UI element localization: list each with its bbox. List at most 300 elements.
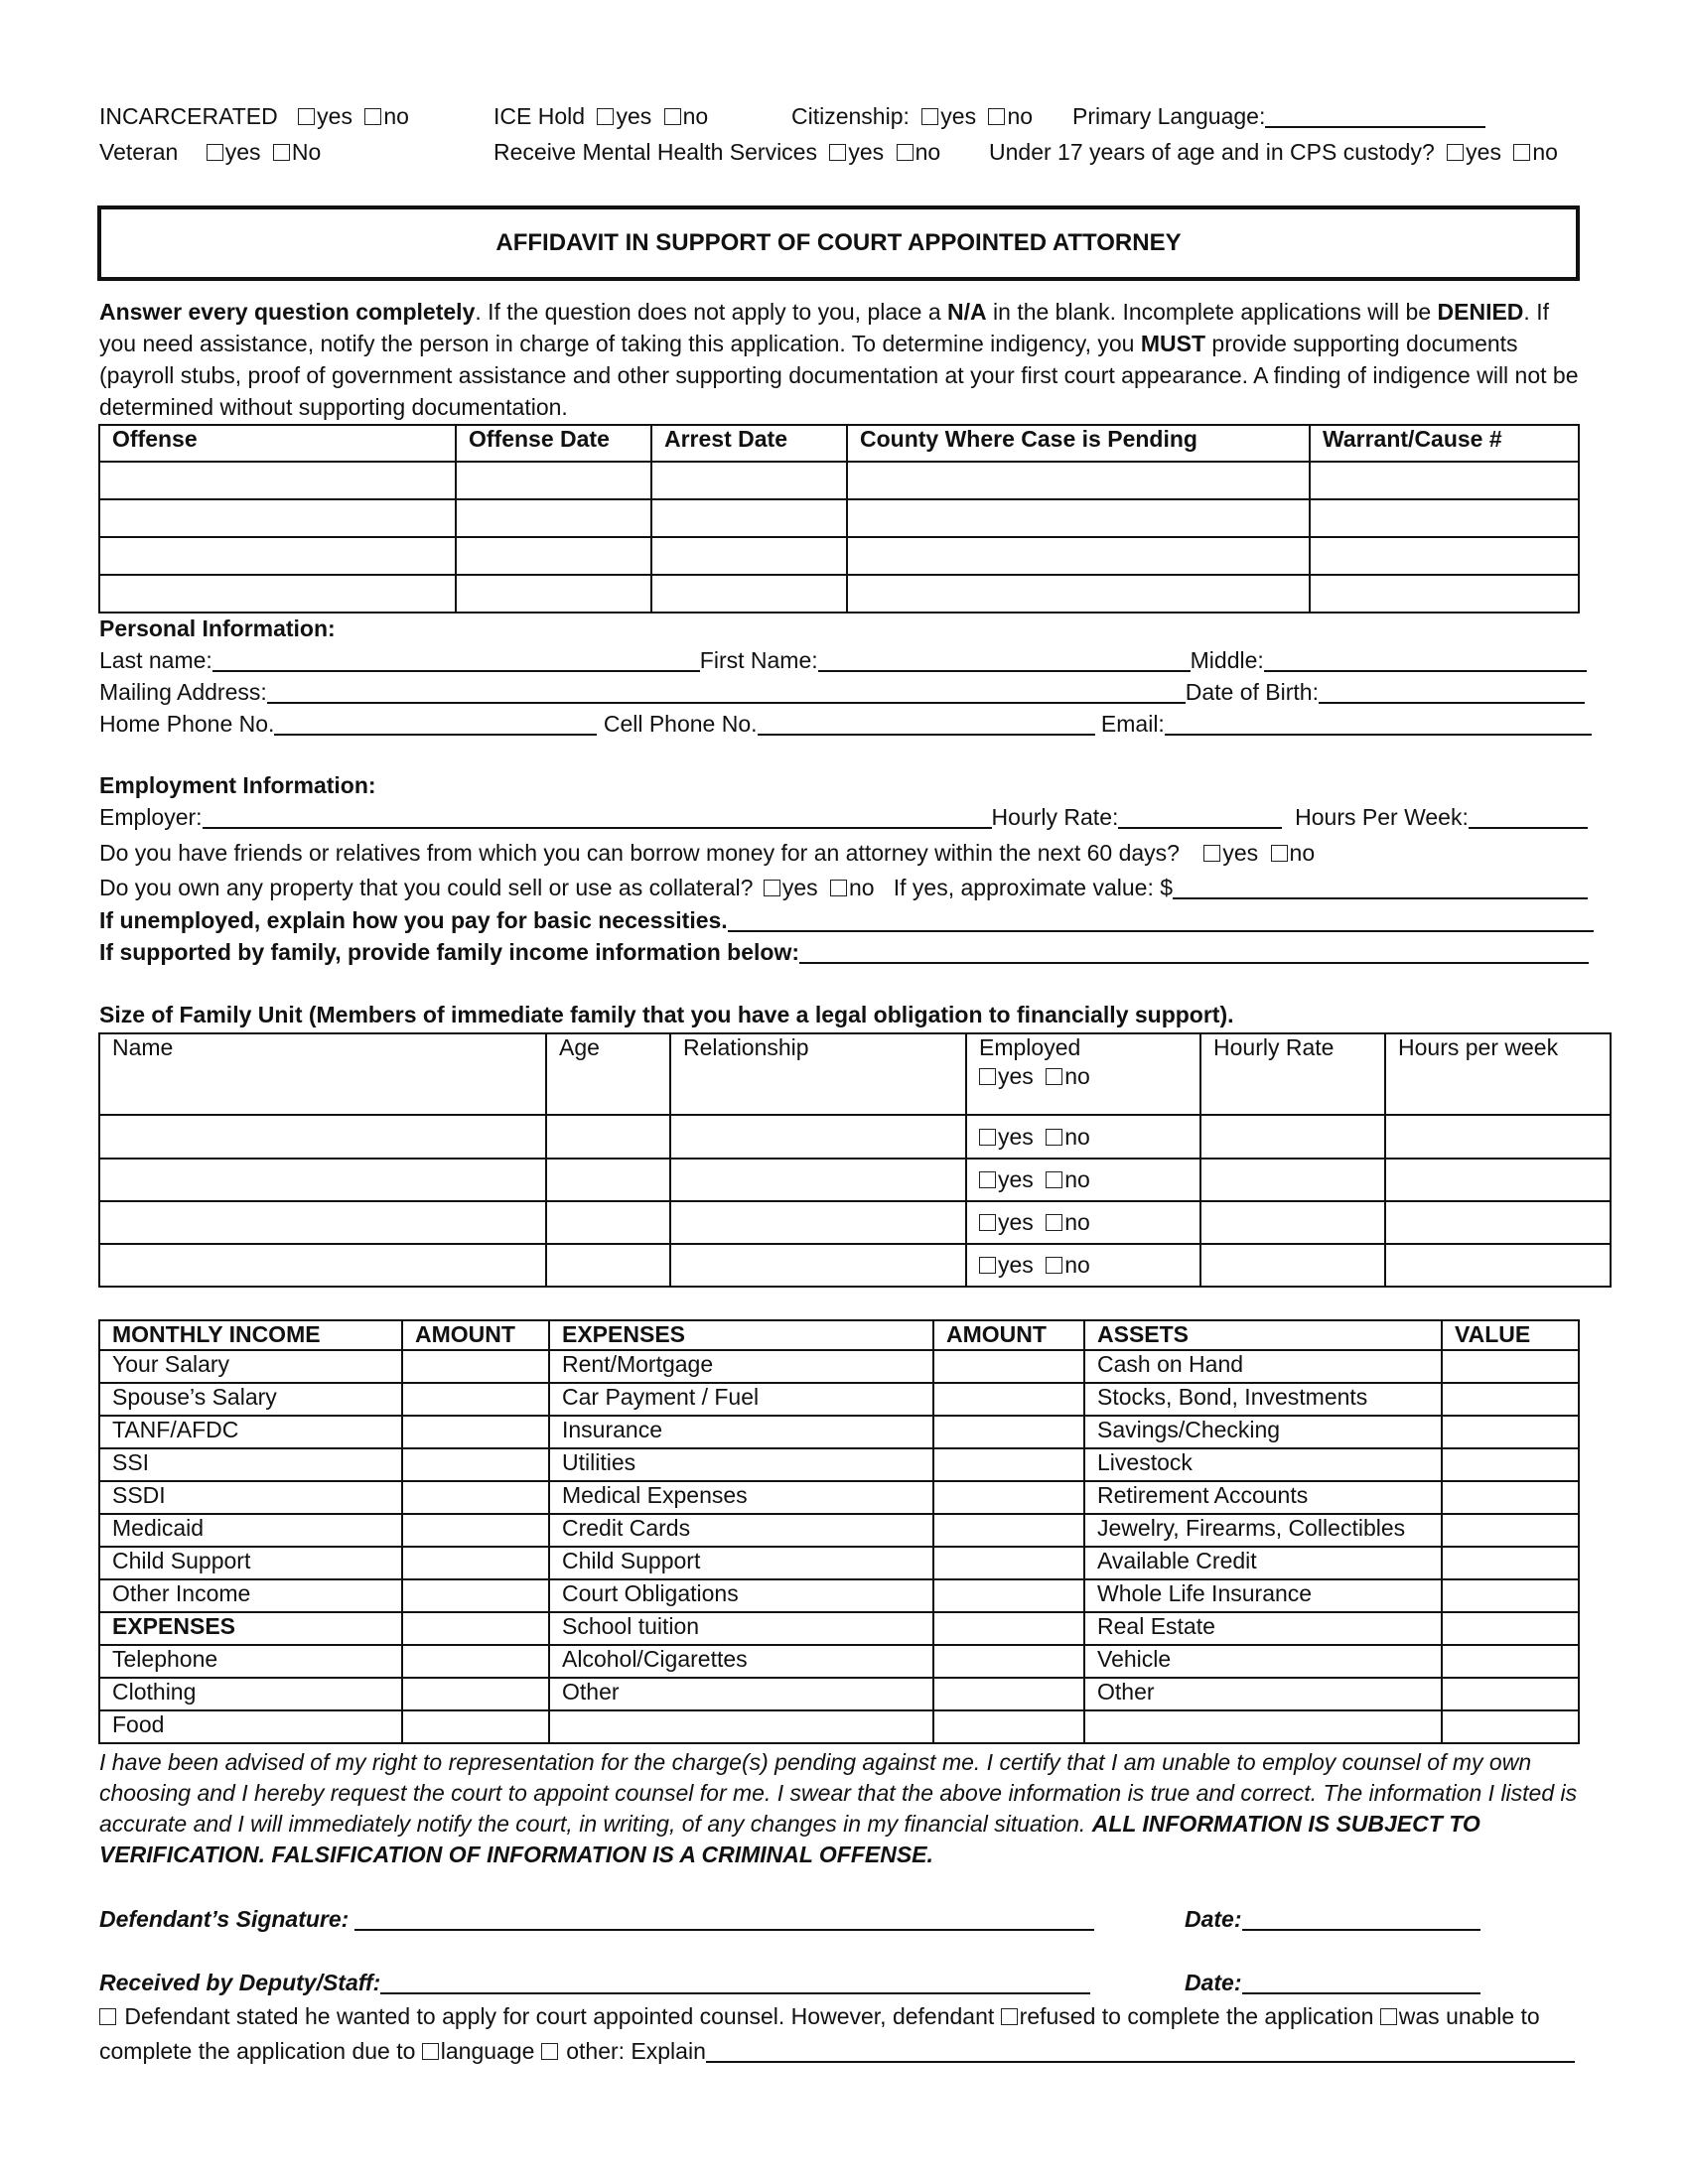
primary-language-group xyxy=(1072,103,1485,130)
asset-value-cell[interactable] xyxy=(1442,1645,1579,1678)
table-cell[interactable] xyxy=(847,575,1310,613)
table-row xyxy=(99,1201,1611,1244)
primary-language-label: Primary Language: xyxy=(1072,103,1266,129)
dob-label: Date of Birth: xyxy=(1185,679,1319,705)
no-label: no xyxy=(1064,1123,1090,1150)
income-amount-cell[interactable] xyxy=(402,1481,549,1514)
asset-label: Vehicle xyxy=(1084,1645,1442,1678)
expense-amount-cell[interactable] xyxy=(933,1612,1084,1645)
yes-label: yes xyxy=(317,103,352,129)
asset-label: Real Estate xyxy=(1084,1612,1442,1645)
asset-label: Jewelry, Firearms, Collectibles xyxy=(1084,1514,1442,1547)
na-text: N/A xyxy=(947,299,987,325)
table-cell[interactable] xyxy=(1200,1201,1385,1244)
table-cell[interactable] xyxy=(456,462,651,499)
yes-label: yes xyxy=(1466,139,1501,165)
table-cell[interactable] xyxy=(651,499,847,537)
date-field[interactable] xyxy=(1242,1971,1480,1994)
table-cell[interactable] xyxy=(1310,499,1579,537)
family-supported-label: If supported by family, provide family income information below: xyxy=(99,939,799,965)
table-cell[interactable] xyxy=(1310,462,1579,499)
cps-no-checkbox[interactable] xyxy=(1513,144,1530,161)
borrow-no-checkbox[interactable] xyxy=(1271,845,1288,862)
instructions-text-d: provide supporting documents (payroll stubs, proof of government assistance and other supporting documentation at your first court appearance. A finding of indigence will not be determined without supporting documentation. xyxy=(99,331,1579,420)
no-label: no xyxy=(383,103,409,129)
income-amount-cell[interactable] xyxy=(402,1645,549,1678)
income-label: Telephone xyxy=(99,1645,402,1678)
veteran-yes-checkbox[interactable] xyxy=(207,144,223,161)
table-cell[interactable] xyxy=(546,1115,670,1159)
expense-label: Rent/Mortgage xyxy=(549,1350,933,1383)
email-label: Email: xyxy=(1100,711,1165,737)
table-cell[interactable] xyxy=(847,537,1310,575)
table-row xyxy=(99,1547,1579,1579)
arrest-date-header: Arrest Date xyxy=(651,425,847,462)
defendant-stated-checkbox[interactable] xyxy=(99,2008,116,2025)
table-cell[interactable] xyxy=(99,462,456,499)
table-cell[interactable] xyxy=(670,1244,966,1287)
defendant-signature-row xyxy=(99,1906,1094,1933)
yes-label: yes xyxy=(848,139,885,165)
date-label: Date: xyxy=(1185,1970,1242,1995)
asset-value-cell[interactable] xyxy=(1442,1416,1579,1448)
yes-label: yes xyxy=(616,103,652,129)
asset-label: Available Credit xyxy=(1084,1547,1442,1579)
no-label: no xyxy=(1064,1252,1090,1278)
table-row xyxy=(99,1383,1579,1416)
yes-label: yes xyxy=(998,1063,1034,1089)
table-cell[interactable] xyxy=(1385,1244,1611,1287)
date-field[interactable] xyxy=(1242,1907,1480,1931)
denied-text: DENIED xyxy=(1437,299,1524,325)
no-label: no xyxy=(1064,1209,1090,1235)
defendant-date-row xyxy=(1185,1906,1480,1933)
citizenship-group xyxy=(791,103,1033,130)
expense-label: Car Payment / Fuel xyxy=(549,1383,933,1416)
veteran-no-checkbox[interactable] xyxy=(273,144,290,161)
table-row xyxy=(99,1514,1579,1547)
table-row xyxy=(99,1481,1579,1514)
mental-health-label: Receive Mental Health Services xyxy=(493,139,817,165)
employed-yes-checkbox[interactable] xyxy=(979,1214,996,1231)
last-name-field[interactable] xyxy=(212,648,700,672)
asset-value-cell[interactable] xyxy=(1442,1678,1579,1710)
employer-field[interactable] xyxy=(203,805,992,829)
expense-amount-cell[interactable] xyxy=(933,1645,1084,1678)
table-cell[interactable] xyxy=(1310,575,1579,613)
income-label: EXPENSES xyxy=(99,1612,402,1645)
yes-label: yes xyxy=(224,139,261,165)
family-table xyxy=(98,1032,1612,1288)
county-header: County Where Case is Pending xyxy=(847,425,1310,462)
citizenship-label: Citizenship: xyxy=(791,103,910,129)
no-label: no xyxy=(914,139,941,165)
employed-yes-checkbox[interactable] xyxy=(979,1171,996,1188)
unemployed-row xyxy=(99,907,1594,934)
complete-text: complete the application due to xyxy=(99,2038,422,2064)
footer-line-1 xyxy=(99,2003,1540,2030)
table-cell[interactable] xyxy=(651,462,847,499)
offense-date-header: Offense Date xyxy=(456,425,651,462)
table-row xyxy=(99,1612,1579,1645)
cps-yes-checkbox[interactable] xyxy=(1447,144,1464,161)
yes-label: yes xyxy=(998,1166,1034,1192)
hourly-rate-field[interactable] xyxy=(1118,805,1282,829)
approx-value-field[interactable] xyxy=(1173,876,1588,899)
yes-label: yes xyxy=(998,1252,1034,1278)
approx-value-label: If yes, approximate value: $ xyxy=(893,875,1174,900)
expense-amount-cell[interactable] xyxy=(933,1547,1084,1579)
no-label: No xyxy=(291,139,322,165)
table-cell[interactable] xyxy=(847,499,1310,537)
table-row xyxy=(99,1115,1611,1159)
table-cell[interactable] xyxy=(99,537,456,575)
offense-header: Offense xyxy=(99,425,456,462)
table-cell[interactable] xyxy=(651,537,847,575)
expense-label: Other xyxy=(549,1678,933,1710)
received-label: Received by Deputy/Staff: xyxy=(99,1970,381,1995)
hours-per-week-label: Hours Per Week: xyxy=(1295,804,1469,830)
table-cell[interactable] xyxy=(99,1244,546,1287)
address-row xyxy=(99,679,1585,706)
property-no-checkbox[interactable] xyxy=(830,880,847,896)
asset-label: Cash on Hand xyxy=(1084,1350,1442,1383)
table-row xyxy=(99,1159,1611,1201)
asset-value-cell[interactable] xyxy=(1442,1579,1579,1612)
expense-label xyxy=(549,1710,933,1743)
defendant-signature-label: Defendant’s Signature: xyxy=(99,1906,350,1932)
income-amount-cell[interactable] xyxy=(402,1678,549,1710)
language-text: language xyxy=(440,2038,541,2064)
veteran-label: Veteran xyxy=(99,139,179,165)
expense-label: Child Support xyxy=(549,1547,933,1579)
table-row xyxy=(99,1645,1579,1678)
yes-label: yes xyxy=(1222,840,1259,866)
citizenship-no-checkbox[interactable] xyxy=(988,108,1005,125)
language-checkbox[interactable] xyxy=(422,2043,439,2060)
table-cell[interactable] xyxy=(456,537,651,575)
unable-checkbox[interactable] xyxy=(1380,2008,1397,2025)
refused-checkbox[interactable] xyxy=(1001,2008,1018,2025)
table-row xyxy=(99,1448,1579,1481)
table-row xyxy=(99,1244,1611,1287)
property-row xyxy=(99,875,1588,901)
table-cell[interactable] xyxy=(670,1115,966,1159)
expenses-header: EXPENSES xyxy=(549,1320,933,1350)
asset-value-cell[interactable] xyxy=(1442,1547,1579,1579)
income-label: Other Income xyxy=(99,1579,402,1612)
employed-label: Employed xyxy=(979,1034,1081,1060)
table-cell[interactable] xyxy=(847,462,1310,499)
table-row xyxy=(99,499,1579,537)
asset-value-cell[interactable] xyxy=(1442,1612,1579,1645)
cell-phone-field[interactable] xyxy=(758,712,1095,736)
table-row xyxy=(99,537,1579,575)
asset-value-cell[interactable] xyxy=(1442,1448,1579,1481)
table-cell[interactable] xyxy=(1310,537,1579,575)
employed-no-checkbox[interactable] xyxy=(1046,1068,1062,1085)
asset-value-cell[interactable] xyxy=(1442,1481,1579,1514)
amount-header: AMOUNT xyxy=(402,1320,549,1350)
employed-cell xyxy=(966,1115,1200,1159)
value-header: VALUE xyxy=(1442,1320,1579,1350)
hours-per-week-field[interactable] xyxy=(1469,805,1588,829)
employed-cell xyxy=(966,1159,1200,1201)
expense-label: Alcohol/Cigarettes xyxy=(549,1645,933,1678)
income-label: Spouse’s Salary xyxy=(99,1383,402,1416)
expense-amount-cell[interactable] xyxy=(933,1416,1084,1448)
cps-group xyxy=(989,139,1558,166)
employed-no-checkbox[interactable] xyxy=(1046,1257,1062,1274)
expense-amount-cell[interactable] xyxy=(933,1579,1084,1612)
primary-language-field[interactable] xyxy=(1265,104,1485,128)
table-cell[interactable] xyxy=(456,499,651,537)
table-cell[interactable] xyxy=(99,575,456,613)
income-amount-cell[interactable] xyxy=(402,1416,549,1448)
expense-amount-cell[interactable] xyxy=(933,1383,1084,1416)
table-cell[interactable] xyxy=(99,1115,546,1159)
table-row xyxy=(99,575,1579,613)
income-label: Child Support xyxy=(99,1547,402,1579)
asset-label: Other xyxy=(1084,1678,1442,1710)
no-label: no xyxy=(682,103,709,129)
instructions-text-b: in the blank. Incomplete applications will be xyxy=(986,299,1438,325)
asset-label: Savings/Checking xyxy=(1084,1416,1442,1448)
table-row xyxy=(99,1710,1579,1743)
employed-cell xyxy=(966,1244,1200,1287)
expense-label: Insurance xyxy=(549,1416,933,1448)
employed-yes-checkbox[interactable] xyxy=(979,1129,996,1146)
income-label: Clothing xyxy=(99,1678,402,1710)
income-amount-cell[interactable] xyxy=(402,1350,549,1383)
table-cell[interactable] xyxy=(651,575,847,613)
asset-value-cell[interactable] xyxy=(1442,1514,1579,1547)
table-cell[interactable] xyxy=(99,1159,546,1201)
certification-warning: ALL INFORMATION IS SUBJECT TO VERIFICATION. FALSIFICATION OF INFORMATION IS A CRIMINAL OFFENSE. xyxy=(99,1811,1480,1867)
mental-health-group xyxy=(493,139,940,166)
defendant-signature-field[interactable] xyxy=(354,1907,1094,1931)
income-amount-cell[interactable] xyxy=(402,1612,549,1645)
property-yes-checkbox[interactable] xyxy=(764,880,780,896)
footer-stated-text: Defendant stated he wanted to apply for court appointed counsel. However, defendant xyxy=(124,2003,1001,2029)
received-field[interactable] xyxy=(380,1971,1090,1994)
explain-field[interactable] xyxy=(706,2039,1575,2063)
cps-label: Under 17 years of age and in CPS custody? xyxy=(989,139,1435,165)
must-text: MUST xyxy=(1140,331,1206,356)
finance-table xyxy=(98,1319,1580,1744)
expense-label: Utilities xyxy=(549,1448,933,1481)
name-header: Name xyxy=(99,1033,546,1115)
date-label: Date: xyxy=(1185,1906,1242,1932)
ice-hold-yes-checkbox[interactable] xyxy=(597,108,614,125)
personal-heading: Personal Information: xyxy=(99,615,336,641)
family-supported-field[interactable] xyxy=(799,940,1589,964)
mailing-address-field[interactable] xyxy=(267,680,1186,704)
table-row xyxy=(99,1579,1579,1612)
borrow-question: Do you have friends or relatives from which you can borrow money for an attorney within the next 60 days? xyxy=(99,840,1180,866)
income-amount-cell[interactable] xyxy=(402,1579,549,1612)
employed-no-checkbox[interactable] xyxy=(1046,1171,1062,1188)
home-phone-label: Home Phone No. xyxy=(99,711,275,737)
asset-value-cell[interactable] xyxy=(1442,1350,1579,1383)
ice-hold-label: ICE Hold xyxy=(493,103,586,129)
expense-amount-cell[interactable] xyxy=(933,1350,1084,1383)
table-cell[interactable] xyxy=(546,1201,670,1244)
table-cell[interactable] xyxy=(1385,1115,1611,1159)
instructions-text-c: . If you need assistance, notify the person in charge of taking this application. To determine indigency, you xyxy=(99,299,1549,356)
received-row xyxy=(99,1970,1090,1996)
instructions-text-a: . If the question does not apply to you, place a xyxy=(475,299,948,325)
asset-label: Livestock xyxy=(1084,1448,1442,1481)
other-checkbox[interactable] xyxy=(541,2043,558,2060)
table-cell[interactable] xyxy=(546,1244,670,1287)
expense-amount-cell[interactable] xyxy=(933,1514,1084,1547)
employment-heading: Employment Information: xyxy=(99,772,376,798)
expense-amount-cell[interactable] xyxy=(933,1481,1084,1514)
no-label: no xyxy=(1289,840,1316,866)
income-label: TANF/AFDC xyxy=(99,1416,402,1448)
yes-label: yes xyxy=(998,1209,1034,1235)
form-title: AFFIDAVIT IN SUPPORT OF COURT APPOINTED ATTORNEY xyxy=(97,205,1580,281)
received-date-row xyxy=(1185,1970,1480,1996)
income-amount-cell[interactable] xyxy=(402,1710,549,1743)
hourly-rate-label: Hourly Rate: xyxy=(991,804,1119,830)
age-header: Age xyxy=(546,1033,670,1115)
table-row xyxy=(99,1416,1579,1448)
table-cell[interactable] xyxy=(1200,1244,1385,1287)
family-supported-row xyxy=(99,939,1589,966)
unable-text: was unable to xyxy=(1398,2003,1540,2029)
mental-health-yes-checkbox[interactable] xyxy=(829,144,846,161)
table-cell[interactable] xyxy=(670,1201,966,1244)
income-label: SSI xyxy=(99,1448,402,1481)
employer-label: Employer: xyxy=(99,804,203,830)
ice-hold-no-checkbox[interactable] xyxy=(664,108,681,125)
offense-table xyxy=(98,424,1580,614)
employer-row xyxy=(99,804,1588,831)
employed-no-checkbox[interactable] xyxy=(1046,1129,1062,1146)
no-label: no xyxy=(849,875,875,900)
no-label: no xyxy=(1064,1166,1090,1192)
phone-row xyxy=(99,711,1592,738)
expense-amount-cell[interactable] xyxy=(933,1710,1084,1743)
income-label: Your Salary xyxy=(99,1350,402,1383)
asset-value-cell[interactable] xyxy=(1442,1710,1579,1743)
expense-label: Medical Expenses xyxy=(549,1481,933,1514)
income-label: SSDI xyxy=(99,1481,402,1514)
name-row xyxy=(99,647,1587,674)
income-amount-cell[interactable] xyxy=(402,1514,549,1547)
veteran-group xyxy=(99,139,321,166)
table-row xyxy=(99,462,1579,499)
other-explain-text: other: Explain xyxy=(559,2038,706,2064)
no-label: no xyxy=(1532,139,1558,165)
warrant-header: Warrant/Cause # xyxy=(1310,425,1579,462)
employed-yes-checkbox[interactable] xyxy=(979,1257,996,1274)
income-label: Food xyxy=(99,1710,402,1743)
table-cell[interactable] xyxy=(1385,1201,1611,1244)
yes-label: yes xyxy=(940,103,977,129)
table-cell[interactable] xyxy=(1385,1159,1611,1201)
borrow-yes-checkbox[interactable] xyxy=(1203,845,1220,862)
employed-header xyxy=(966,1033,1200,1115)
asset-label: Whole Life Insurance xyxy=(1084,1579,1442,1612)
yes-label: yes xyxy=(998,1123,1034,1150)
no-label: no xyxy=(1064,1063,1090,1089)
certification-text: I have been advised of my right to representation for the charge(s) pending against me. I certify that I am unable to employ counsel of my own choosing and I hereby request the court to appoint counsel for me. I swear that the above information is true and correct. The information I listed is accurate and I will immediately notify the court, in writing, of any changes in my financial situation. xyxy=(99,1749,1578,1837)
table-cell[interactable] xyxy=(1200,1115,1385,1159)
middle-field[interactable] xyxy=(1264,648,1587,672)
footer-line-2 xyxy=(99,2038,1575,2065)
table-cell[interactable] xyxy=(1200,1159,1385,1201)
last-name-label: Last name: xyxy=(99,647,212,673)
expense-label: Credit Cards xyxy=(549,1514,933,1547)
table-row xyxy=(99,1678,1579,1710)
asset-label xyxy=(1084,1710,1442,1743)
monthly-income-header: MONTHLY INCOME xyxy=(99,1320,402,1350)
header-row-1 xyxy=(99,103,409,130)
table-cell[interactable] xyxy=(546,1159,670,1201)
incarcerated-no-checkbox[interactable] xyxy=(364,108,381,125)
asset-value-cell[interactable] xyxy=(1442,1383,1579,1416)
dob-field[interactable] xyxy=(1319,680,1585,704)
table-cell[interactable] xyxy=(670,1159,966,1201)
income-amount-cell[interactable] xyxy=(402,1547,549,1579)
income-label: Medicaid xyxy=(99,1514,402,1547)
property-question: Do you own any property that you could sell or use as collateral? xyxy=(99,875,754,900)
asset-label: Retirement Accounts xyxy=(1084,1481,1442,1514)
instructions xyxy=(99,296,1589,423)
table-cell[interactable] xyxy=(99,499,456,537)
mental-health-no-checkbox[interactable] xyxy=(897,144,914,161)
cell-phone-label: Cell Phone No. xyxy=(603,711,758,737)
incarcerated-label: INCARCERATED xyxy=(99,103,278,129)
expense-label: School tuition xyxy=(549,1612,933,1645)
refused-text: refused to complete the application xyxy=(1019,2003,1380,2029)
first-name-label: First Name: xyxy=(699,647,818,673)
hours-week-header: Hours per week xyxy=(1385,1033,1611,1115)
amount-header: AMOUNT xyxy=(933,1320,1084,1350)
employed-no-checkbox[interactable] xyxy=(1046,1214,1062,1231)
asset-label: Stocks, Bond, Investments xyxy=(1084,1383,1442,1416)
relationship-header: Relationship xyxy=(670,1033,966,1115)
expense-amount-cell[interactable] xyxy=(933,1448,1084,1481)
instructions-bold: Answer every question completely xyxy=(99,299,476,325)
income-amount-cell[interactable] xyxy=(402,1448,549,1481)
expense-amount-cell[interactable] xyxy=(933,1678,1084,1710)
home-phone-field[interactable] xyxy=(274,712,597,736)
table-cell[interactable] xyxy=(99,1201,546,1244)
no-label: no xyxy=(1007,103,1034,129)
table-cell[interactable] xyxy=(456,575,651,613)
unemployed-label: If unemployed, explain how you pay for basic necessities. xyxy=(99,907,728,933)
incarcerated-yes-checkbox[interactable] xyxy=(298,108,315,125)
certification xyxy=(99,1747,1589,1870)
income-amount-cell[interactable] xyxy=(402,1383,549,1416)
mailing-address-label: Mailing Address: xyxy=(99,679,267,705)
employed-cell xyxy=(966,1201,1200,1244)
employed-yes-checkbox[interactable] xyxy=(979,1068,996,1085)
family-heading: Size of Family Unit (Members of immediate family that you have a legal obligation to financially support). xyxy=(99,1002,1234,1027)
assets-header: ASSETS xyxy=(1084,1320,1442,1350)
email-field[interactable] xyxy=(1165,712,1592,736)
first-name-field[interactable] xyxy=(818,648,1191,672)
table-row xyxy=(99,1350,1579,1383)
yes-label: yes xyxy=(781,875,818,900)
citizenship-yes-checkbox[interactable] xyxy=(921,108,938,125)
middle-label: Middle: xyxy=(1190,647,1264,673)
unemployed-field[interactable] xyxy=(728,908,1594,932)
